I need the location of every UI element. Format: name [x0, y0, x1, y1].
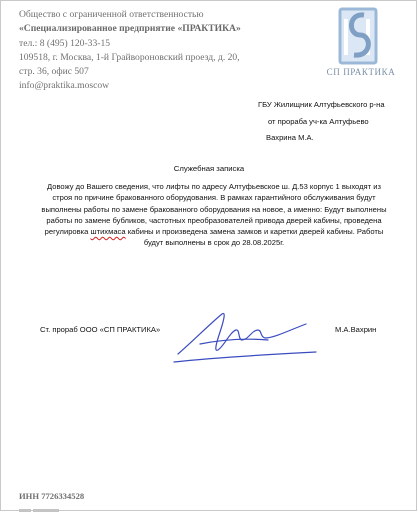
company-address-line1: 109518, г. Москва, 1-й Грайвороновский проезд, д. 20,: [19, 51, 240, 63]
company-header: [19, 8, 309, 94]
company-address-line2: стр. 36, офис 507: [19, 66, 89, 78]
document-title: Служебная записка: [173, 164, 245, 173]
cutoff-footer-line: [19, 506, 61, 512]
addressee-sender-name: Вахрина М.А.: [266, 133, 314, 142]
spellcheck-flagged-word: штихмаса: [90, 227, 126, 237]
signer-name: М.А.Вахрин: [335, 325, 377, 334]
body-line: [36, 226, 392, 237]
addressee-block: [258, 97, 385, 147]
signer-position: Ст. прораб ООО «СП ПРАКТИКА»: [40, 325, 161, 334]
body-line: строя по причине бракованного оборудования. В рамках гарантийного обслуживания будут: [52, 193, 376, 203]
logo-wordmark: СП ПРАКТИКА: [326, 67, 396, 77]
addressee-recipient: ГБУ Жилищник Алтуфьевского р-на: [258, 100, 385, 109]
company-email: info@praktika.moscow: [19, 80, 110, 92]
body-line: будут выполнены в срок до 28.08.2025г.: [143, 238, 285, 248]
body-line: выполнены работы по замене бракованного оборудования на новое, а именно: Будут выполнены: [41, 204, 387, 214]
body-text-segment: регулировка: [44, 227, 91, 237]
cutoff-text-fragment: [19, 508, 61, 512]
document-body: [36, 181, 392, 249]
company-name: «Специализированное предприятие «ПРАКТИКА»: [19, 23, 241, 35]
body-line: Довожу до Вашего сведения, что лифты по адресу Алтуфьевское ш. Д.53 корпус 1 выходят из: [47, 182, 381, 191]
body-line: работы по замене бубликов, частотных преобразователей привода дверей кабины, проведена: [46, 215, 382, 225]
handwritten-signature: [160, 300, 330, 370]
company-inn: ИНН 7726334528: [19, 491, 85, 501]
body-text-segment: кабины и произведена замена замков и каретки дверей кабины. Работы: [125, 227, 384, 237]
addressee-sender: от прораба уч-ка Алтуфьево: [268, 116, 369, 126]
company-phone: тел.: 8 (495) 120-33-15: [19, 37, 111, 49]
company-legal-form: Общество с ограниченной ответственностью: [19, 9, 204, 20]
